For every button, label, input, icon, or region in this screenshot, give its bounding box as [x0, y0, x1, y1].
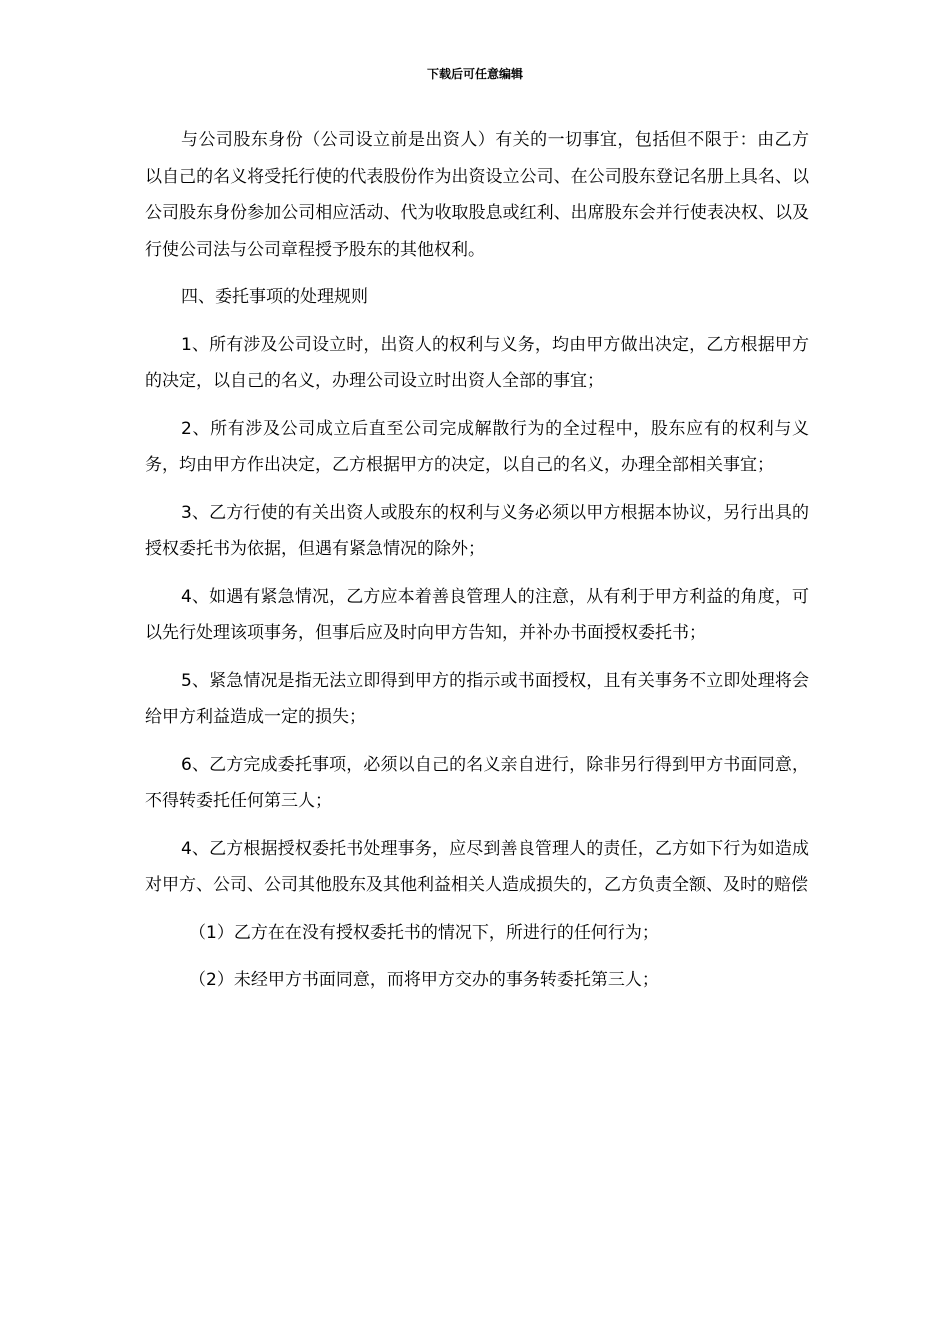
clause-5: 5、紧急情况是指无法立即得到甲方的指示或书面授权，且有关事务不立即处理将会给甲方利益造成一定的损失；	[145, 670, 809, 727]
clause-3: 3、乙方行使的有关出资人或股东的权利与义务必须以甲方根据本协议，另行出具的授权委托书为依据，但遇有紧急情况的除外；	[145, 502, 809, 559]
sub-clause-1: （1）乙方在在没有授权委托书的情况下，所进行的任何行为；	[189, 922, 659, 943]
page-header: 下载后可任意编辑	[426, 67, 523, 81]
clause-6: 6、乙方完成委托事项，必须以自己的名义亲自进行，除非另行得到甲方书面同意，不得转委托任何第三人；	[145, 754, 809, 811]
section-heading-rules: 四、委托事项的处理规则	[181, 287, 368, 307]
clause-1: 1、所有涉及公司设立时，出资人的权利与义务，均由甲方做出决定，乙方根据甲方的决定，以自己的名义，办理公司设立时出资人全部的事宜；	[145, 334, 809, 391]
paragraph-shareholder-matters: 与公司股东身份（公司设立前是出资人）有关的一切事宜，包括但不限于：由乙方以自己的名义将受托行使的代表股份作为出资设立公司、在公司股东登记名册上具名、以公司股东身份参加公司相应活动、代为收取股息或红利、出席股东会并行使表决权、以及行使公司法与公司章程授予股东的其他权利。	[145, 130, 809, 260]
sub-clause-2: （2）未经甲方书面同意，而将甲方交办的事务转委托第三人；	[189, 970, 659, 990]
clause-2: 2、所有涉及公司成立后直至公司完成解散行为的全过程中，股东应有的权利与义务，均由甲方作出决定，乙方根据甲方的决定，以自己的名义，办理全部相关事宜；	[145, 418, 809, 475]
document-body	[145, 122, 809, 1010]
clause-7: 4、乙方根据授权委托书处理事务，应尽到善良管理人的责任，乙方如下行为如造成对甲方、公司、公司其他股东及其他利益相关人造成损失的，乙方负责全额、及时的赔偿	[145, 838, 809, 895]
clause-4: 4、如遇有紧急情况，乙方应本着善良管理人的注意，从有利于甲方利益的角度，可以先行处理该项事务，但事后应及时向甲方告知，并补办书面授权委托书；	[145, 586, 809, 643]
